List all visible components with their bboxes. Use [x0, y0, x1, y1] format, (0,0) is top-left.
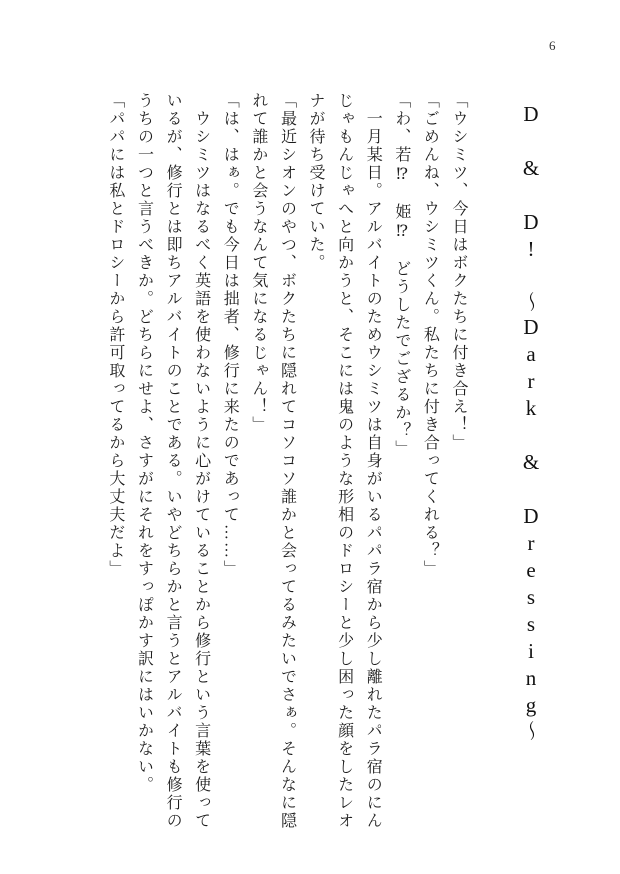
text-column: 一月某日。アルバイトのためウシミツは自身がいるパパラ宿から少し離れたパラ宿のにん — [364, 92, 382, 830]
page-number: 6 — [549, 38, 556, 53]
text-column: うちの一つと言うべきか。どちらにせよ、さすがにそれをすっぽかす訳にはいかない。 — [135, 92, 153, 794]
text-column: ナが待ち受けていた。 — [307, 92, 325, 272]
chapter-title: D & D! 〜Dark & Dressing〜 — [519, 102, 543, 744]
text-column: 「パパには私とドロシーから許可取ってるから大丈夫だよ」 — [106, 92, 124, 578]
text-column: れて誰かと会うなんて気になるじゃん！」 — [249, 92, 267, 434]
text-column: 「は、はぁ。でも今日は拙者、修行に来たのであって……」 — [221, 92, 239, 578]
text-column: 「ウシミツ、今日はボクたちに付き合え！」 — [450, 92, 467, 452]
text-column: ウシミツはなるべく英語を使わないように心がけていることから修行という言葉を使って — [192, 92, 210, 830]
text-column: いるが、修行とは即ちアルバイトのことである。いやどちらかと言うとアルバイトも修行の — [164, 92, 182, 830]
text-column: 「わ、若⁉ 姫⁉ どうしたでござるか？」 — [392, 92, 410, 458]
text-column: 「最近シオンのやつ、ボクたちに隠れてコソコソ誰かと会ってるみたいでさぁ。そんなに隠 — [278, 92, 296, 830]
text-column: 「ごめんね、ウシミツくん。私たちに付き合ってくれる？」 — [421, 92, 439, 578]
text-column: じゃもんじゃへと向かうと、そこには鬼のような形相のドロシーと少し困った顔をしたレオ — [335, 92, 353, 830]
body-text — [100, 92, 472, 834]
